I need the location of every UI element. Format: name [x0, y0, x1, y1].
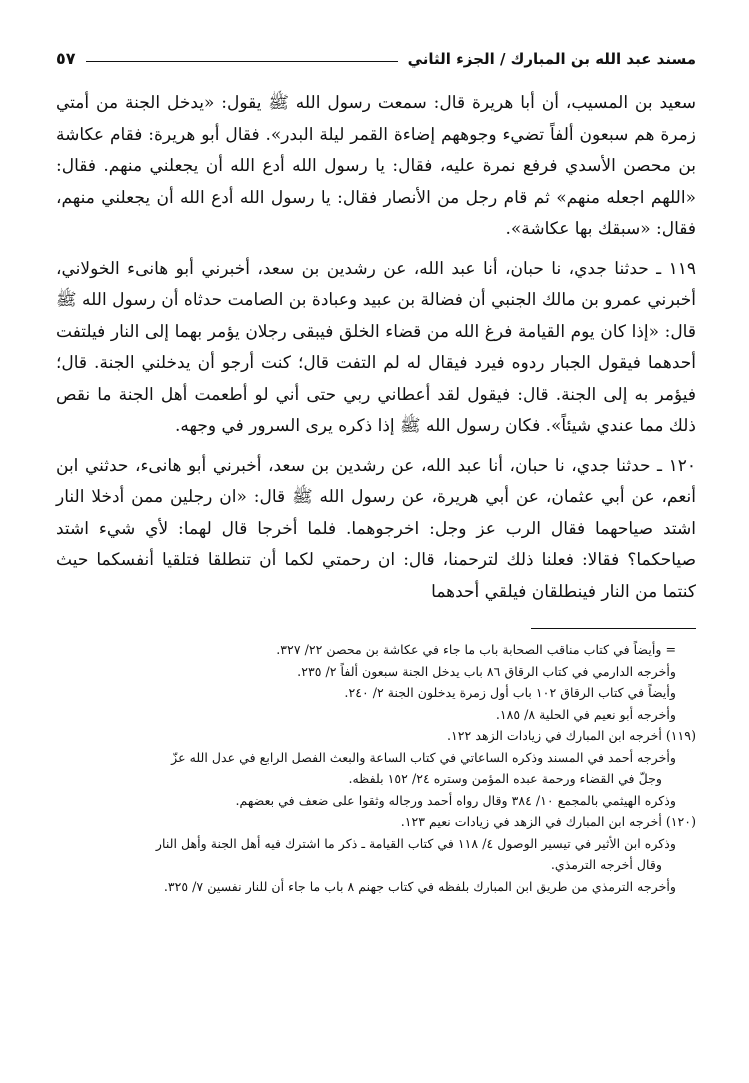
footnote-line: وأخرجه أحمد في المسند وذكره الساعاتي في كتاب الساعة والبعث الفصل الرابع في عدل الله عزّ: [171, 749, 676, 765]
footnote-line: وقال أخرجه الترمذي.: [550, 857, 662, 872]
paragraph-hadith-120: ١٢٠ ـ حدثنا جدي، نا حبان، أنا عبد الله، عن رشدين بن سعد، أخبرني أبو هانىء، حدثني ابن أنعم، عن أبي عثمان، عن أبي هريرة، عن رسول الله ﷺ قال: «ان رجلين ممن أدخلا النار اشتد صياحهما فقال الرب عز وجل: اخرجوهما. فلما أخرجا قال لهما: لأي شيء اشتد صياحكما؟ فقالا: فعلنا ذلك لترحمنا، قال: ان رحمتي لكما أن تنطلقا فتلقيا أنفسكما حيث كنتما من النار فينطلقان فيلقي أحدهما: [56, 455, 696, 602]
footnotes: [56, 639, 696, 897]
running-header: [56, 40, 696, 70]
footnote-line: وأيضاً في كتاب الرقاق ١٠٢ باب أول زمرة يدخلون الجنة ٢/ ٢٤٠.: [344, 685, 676, 700]
footnote-line: وذكره الهيثمي بالمجمع ١٠/ ٣٨٤ وقال رواه أحمد ورجاله وثقوا على ضعف في بعضهم.: [235, 792, 676, 808]
footnote-line: وأخرجه أبو نعيم في الحلية ٨/ ١٨٥.: [495, 706, 676, 722]
footnote-separator: [531, 628, 696, 629]
footnote-line: وأخرجه الدارمي في كتاب الرقاق ٨٦ باب يدخل الجنة سبعون ألفاً ٢/ ٢٣٥.: [297, 663, 676, 679]
page-number: ٥٧: [56, 49, 76, 68]
book-page: [56, 40, 696, 897]
paragraph-hadith-119: ١١٩ ـ حدثنا جدي، نا حبان، أنا عبد الله، عن رشدين بن سعد، أخبرني أبو هانىء الخولاني، أخبرني عمرو بن مالك الجنبي أن فضالة بن عبيد وعبادة بن الصامت حدثاه أن رسول الله ﷺ قال: «إذا كان يوم القيامة فرغ الله من قضاء الخلق فيبقى رجلان يؤمر بهما إلى النار فيلتفت أحدهما فيقول الجبار ردوه فيرد فيقال له لم التفت قال؛ كنت أرجو أن يدخلني الجنة. قال؛ فيؤمر به إلى الجنة. قال: فيقول لقد أعطاني ربي حتى أني لو أطعمت أهل الجنة ما نقص ذلك مما عندي شيئاً». فكان رسول الله ﷺ إذا ذكره يرى السرور في وجهه.: [56, 258, 696, 436]
header-divider: [86, 61, 398, 62]
footnote-120: (١٢٠) أخرجه ابن المبارك في الزهد في زيادات نعيم ١٢٣.: [400, 814, 696, 829]
footnote-line: وذكره ابن الأثير في تيسير الوصول ٤/ ١١٨ في كتاب القيامة ـ ذكر ما اشترك فيه أهل الجنة وأهل النار: [155, 835, 676, 851]
header-title: مسند عبد الله بن المبارك / الجزء الثاني: [407, 50, 696, 68]
footnote-line: = وأيضاً في كتاب مناقب الصحابة باب ما جاء في عكاشة بن محصن ٢٢/ ٣٢٧.: [276, 642, 676, 657]
footnote-119: (١١٩) أخرجه ابن المبارك في زيادات الزهد ١٢٢.: [447, 728, 696, 743]
footnote-line: وجلّ في القضاء ورحمة عبده المؤمن وستره ٢٤/ ١٥٢ بلفظه.: [348, 771, 662, 786]
footnote-line: وأخرجه الترمذي من طريق ابن المبارك بلفظه في كتاب جهنم ٨ باب ما جاء أن للنار نفسين ٧/ ٣٢٥.: [163, 878, 676, 894]
main-text: [56, 88, 696, 608]
paragraph-hadith-118-continued: سعيد بن المسيب، أن أبا هريرة قال: سمعت رسول الله ﷺ يقول: «يدخل الجنة من أمتي زمرة هم سبعون ألفاً تضيء وجوههم إضاءة القمر ليلة البدر». فقال أبو هريرة: فقام عكاشة بن محصن الأسدي فرفع نمرة عليه، فقال: يا رسول الله أدع الله أن يجعلني منهم. فقال: «اللهم اجعله منهم» ثم قام رجل من الأنصار فقال: يا رسول الله أدع الله أن يجعلني منهم، فقال: «سبقك بها عكاشة».: [56, 93, 696, 239]
